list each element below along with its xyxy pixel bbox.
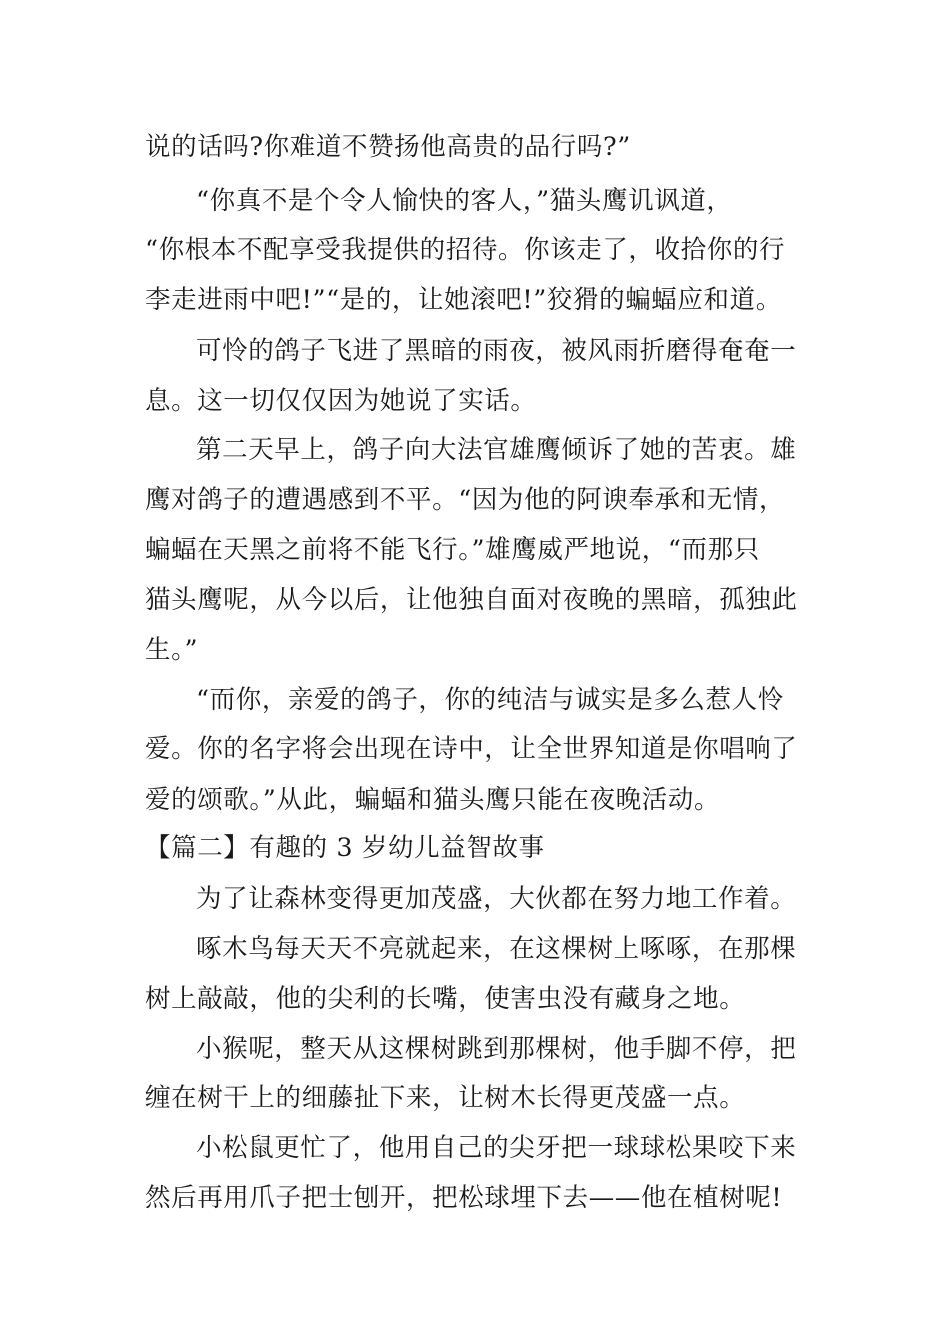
- text-line: 说的话吗?你难道不赞扬他高贵的品行吗?”: [145, 132, 631, 162]
- text-line: “你真不是个令人愉快的客人，”猫头鹰讥讽道，: [196, 186, 733, 216]
- text-line: 小松鼠更忙了，他用自己的尖牙把一球球松果咬下来: [196, 1133, 797, 1163]
- text-line: 为了让森林变得更加茂盛，大伙都在努力地工作着。: [196, 884, 797, 914]
- text-line: 生。”: [145, 635, 199, 665]
- text-line: 爱的颂歌。”从此，蝙蝠和猫头鹰只能在夜晚活动。: [145, 785, 721, 815]
- text-line: 啄木鸟每天天不亮就起来，在这棵树上啄啄，在那棵: [196, 934, 797, 964]
- text-line: 可怜的鸽子飞进了黑暗的雨夜，被风雨折磨得奄奄一: [196, 336, 797, 366]
- text-line: 李走进雨中吧!”“是的，让她滚吧!”狡猾的蝙蝠应和道。: [145, 285, 782, 315]
- section-heading: 【篇二】有趣的 3 岁幼儿益智故事: [145, 833, 545, 863]
- text-line: 爱。你的名字将会出现在诗中，让全世界知道是你唱响了: [145, 734, 798, 764]
- text-line: 息。这一切仅仅因为她说了实话。: [145, 386, 537, 416]
- text-line: “而你，亲爱的鸽子，你的纯洁与诚实是多么惹人怜: [196, 685, 784, 715]
- text-line: 缠在树干上的细藤扯下来，让树木长得更茂盛一点。: [145, 1083, 746, 1113]
- text-line: 然后再用爪子把士刨开，把松球埋下去——他在植树呢!: [145, 1183, 783, 1213]
- text-line: “你根本不配享受我提供的招待。你该走了，收拾你的行: [145, 235, 786, 265]
- text-line: 鹰对鸽子的遭遇感到不平。“因为他的阿谀奉承和无情，: [145, 485, 786, 515]
- text-line: 猫头鹰呢，从今以后，让他独自面对夜晚的黑暗，孤独此: [145, 585, 798, 615]
- text-line: 小猴呢，整天从这棵树跳到那棵树，他手脚不停，把: [196, 1034, 797, 1064]
- text-line: 第二天早上，鸽子向大法官雄鹰倾诉了她的苦衷。雄: [196, 435, 797, 465]
- text-line: 树上敲敲，他的尖利的长嘴，使害虫没有藏身之地。: [145, 984, 746, 1014]
- text-line: 蝙蝠在天黑之前将不能飞行。”雄鹰威严地说，“而那只: [145, 535, 760, 565]
